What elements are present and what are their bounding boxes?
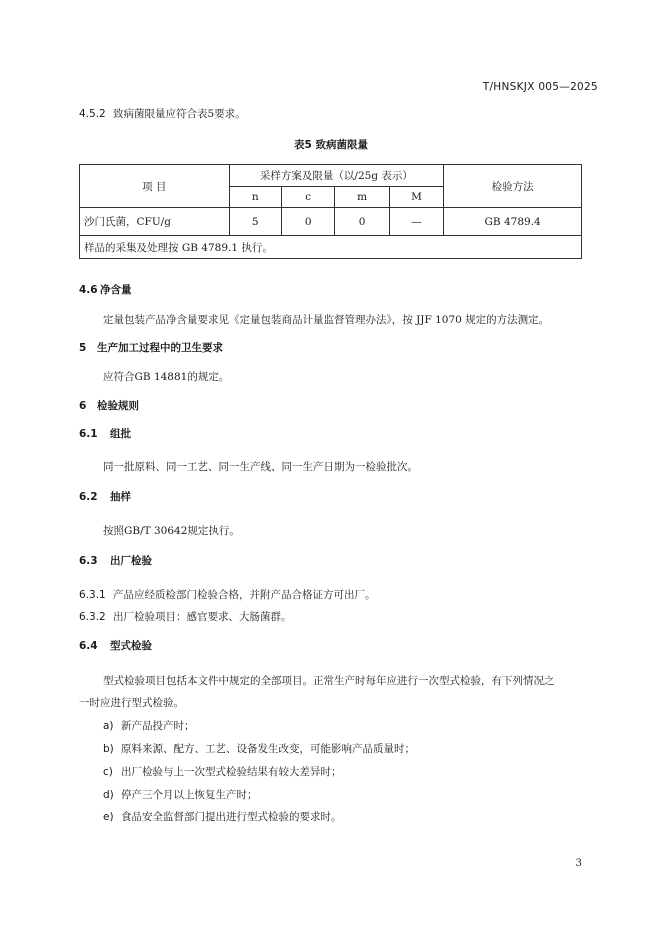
subheader-M: M — [389, 187, 443, 208]
clause-title: 抽样 — [110, 491, 131, 503]
clause-6-1-text: 同一批原料、同一工艺、同一生产线、同一生产日期为一检验批次。 — [103, 461, 418, 473]
clause-6-1-heading — [79, 427, 131, 441]
list-item-text: 食品安全监督部门提出进行型式检验的要求时。 — [121, 811, 342, 823]
header-sampling-plan: 采样方案及限量（以/25g 表示） — [229, 165, 444, 187]
list-item — [103, 788, 258, 802]
clause-title: 生产加工过程中的卫生要求 — [97, 342, 223, 354]
clause-number: 6.4 — [79, 640, 98, 652]
subheader-m: m — [335, 187, 389, 208]
clause-number: 6.1 — [79, 428, 98, 440]
clause-6-3-1 — [79, 588, 376, 602]
clause-title: 检验规则 — [97, 400, 139, 412]
clause-title: 组批 — [110, 428, 131, 440]
list-marker: b) — [103, 743, 114, 755]
clause-text: 产品应经质检部门检验合格，并附产品合格证方可出厂。 — [113, 589, 376, 601]
list-marker: c) — [103, 766, 113, 778]
clause-number: 6.2 — [79, 491, 98, 503]
clause-6-3-2 — [79, 610, 292, 624]
clause-title: 型式检验 — [110, 640, 152, 652]
clause-6-3-heading — [79, 554, 152, 568]
clause-4-6-heading — [79, 283, 132, 297]
list-marker: e) — [103, 811, 114, 823]
clause-title: 净含量 — [100, 284, 132, 296]
clause-number: 6.3.2 — [79, 611, 106, 623]
clause-number: 6 — [79, 400, 87, 412]
list-item — [103, 719, 195, 733]
cell-c: 0 — [281, 208, 334, 236]
clause-number: 6.3 — [79, 555, 98, 567]
clause-6-heading — [79, 399, 139, 413]
cell-m: 0 — [335, 208, 389, 236]
subheader-c: c — [281, 187, 334, 208]
list-item — [103, 742, 415, 756]
list-item — [103, 765, 342, 779]
clause-6-4-text-line1: 型式检验项目包括本文件中规定的全部项目。正常生产时每年应进行一次型式检验，有下列情况之 — [103, 675, 555, 687]
table-row — [80, 208, 582, 236]
list-item-text: 原料来源、配方、工艺、设备发生改变，可能影响产品质量时； — [121, 743, 415, 755]
list-item-text: 停产三个月以上恢复生产时； — [121, 789, 258, 801]
clause-number: 4.5.2 — [79, 108, 106, 120]
cell-method: GB 4789.4 — [444, 208, 582, 236]
pathogen-limit-table — [79, 164, 582, 259]
clause-number: 4.6 — [79, 284, 98, 296]
table-header-row — [80, 165, 582, 187]
cell-M: — — [389, 208, 443, 236]
clause-5-heading — [79, 341, 223, 355]
clause-number: 5 — [79, 342, 87, 354]
document-id: T/HNSKJX 005—2025 — [482, 81, 598, 93]
subheader-n: n — [229, 187, 281, 208]
cell-n: 5 — [229, 208, 281, 236]
table-note-row — [80, 236, 582, 259]
header-item: 项 目 — [80, 165, 230, 208]
table-title: 表5 致病菌限量 — [294, 139, 368, 151]
clause-6-4-text-line2: 一时应进行型式检验。 — [79, 697, 184, 709]
list-item — [103, 810, 342, 824]
clause-text: 出厂检验项目：感官要求、大肠菌群。 — [113, 611, 292, 623]
page-number: 3 — [575, 858, 582, 869]
clause-6-2-heading — [79, 490, 131, 504]
clause-6-2-text: 按照GB/T 30642规定执行。 — [103, 525, 240, 537]
list-item-text: 出厂检验与上一次型式检验结果有较大差异时； — [121, 766, 342, 778]
clause-5-text: 应符合GB 14881的规定。 — [103, 371, 230, 383]
clause-4-6-text: 定量包装产品净含量要求见《定量包装商品计量监督管理办法》，按 JJF 1070 规定的方法测定。 — [103, 314, 550, 326]
clause-number: 6.3.1 — [79, 589, 106, 601]
list-marker: a) — [103, 720, 114, 732]
cell-item: 沙门氏菌，CFU/g — [80, 208, 230, 236]
clause-text: 致病菌限量应符合表5要求。 — [113, 108, 246, 120]
list-marker: d) — [103, 789, 114, 801]
clause-4-5-2 — [79, 107, 246, 121]
header-test-method: 检验方法 — [444, 165, 582, 208]
list-item-text: 新产品投产时； — [121, 720, 195, 732]
table-note: 样品的采集及处理按 GB 4789.1 执行。 — [80, 236, 582, 259]
clause-6-4-heading — [79, 639, 152, 653]
clause-title: 出厂检验 — [110, 555, 152, 567]
